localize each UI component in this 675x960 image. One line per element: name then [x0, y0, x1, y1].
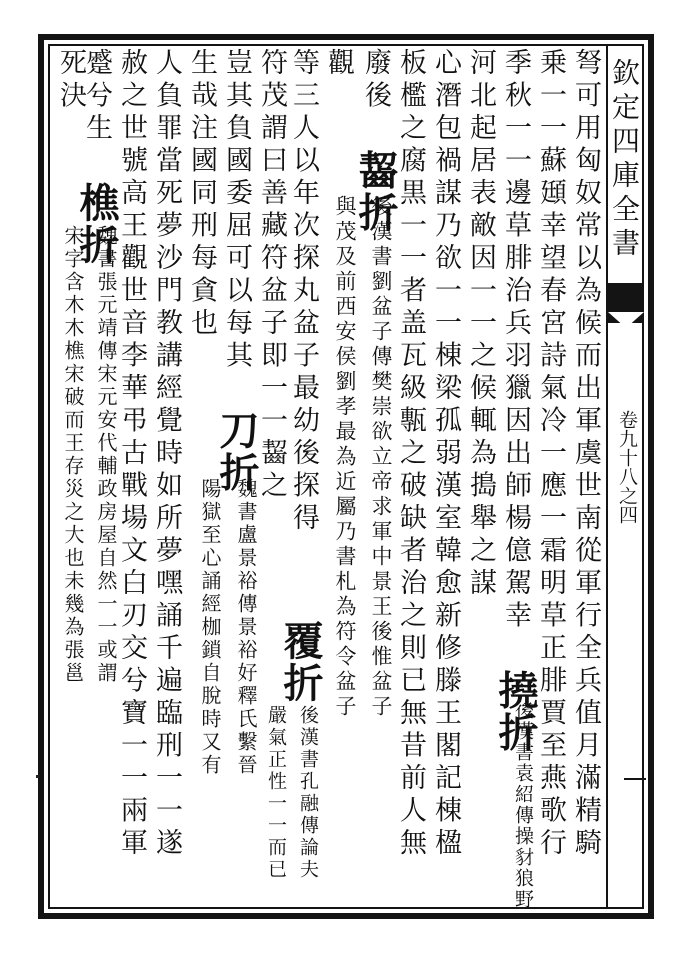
text-column-4: 河北起居表敵因一一之候輒為搗舉之謀 [465, 48, 496, 601]
column-15-text: 蹙兮生 [81, 48, 112, 146]
text-column-9: 等三人以年次探丸盆子最幼後探得 [288, 48, 319, 536]
column-7-text: 廢後 [360, 48, 391, 113]
column-11-text: 豈其負國委屈可以每其 [221, 48, 252, 373]
entry-note-dao-2: 陽獄至心誦經枷鎖自脫時又有 [198, 478, 222, 777]
entry-note-fu: 後漢書孔融傳論夫 [297, 705, 319, 881]
entry-heading-qiao: 樵折 [73, 182, 120, 266]
entry-heading-nie: 齧折 [352, 149, 399, 234]
text-column-6: 板檻之腐黒一一者盖瓦級甎之破缺者治之則已無昔前人無 [395, 48, 426, 861]
volume-number: 卷九十八之四 [616, 410, 638, 524]
text-column-5: 心潛包禍謀乃欲一一棟梁孤弱漢室韓愈新修滕王閣記棟楹 [430, 48, 461, 861]
entry-note-nie-2: 與茂及前西安侯劉孝最為近屬乃書札為符令盆子 [333, 195, 357, 720]
text-column-8: 觀 [323, 48, 354, 81]
text-column-10: 符茂謂曰善藏符盆子即一一齧之 [256, 48, 287, 503]
entry-note-nie: 後漢書劉盆子傳樊崇欲立帝求軍中景王後惟盆子 [369, 195, 393, 720]
text-column-13: 人負罪當死夢沙門教講經覺時如所夢嘿誦千遍臨刑一一遂 [151, 48, 182, 861]
collection-title: 欽定四庫全書 [608, 58, 641, 262]
column-3-text: 季秋一一邊草腓治兵羽獵因出師楊億駕幸 [500, 48, 531, 633]
entry-note-qiao: 魏書張元靖傳宋元安代輔政房屋自然一一或謂 [94, 225, 118, 685]
text-column-2: 乗一一蘇頲幸望春宮詩氣冷一應一霜明草正腓賈至燕歌行 [535, 48, 566, 861]
text-column-12: 生哉注國同刑每貪也 [186, 48, 217, 341]
ink-speck [36, 775, 39, 778]
margin-rule [624, 778, 646, 780]
entry-note-qiao-2: 宋字含木木樵宋破而王存災之大也未幾為張邕 [61, 225, 85, 685]
entry-heading-nao: 撓折 [492, 669, 539, 754]
entry-note-nao: 後漢書袁紹傳操豺狼野 [512, 700, 534, 910]
entry-heading-fu: 覆折 [277, 620, 324, 704]
text-column-11 [213, 48, 260, 494]
text-column-1: 弩可用匈奴常以為候而出軍虞世南從軍行全兵值月滿精騎 [570, 48, 601, 861]
entry-note-fu-2: 嚴氣正性一一而已 [265, 705, 287, 881]
entry-heading-dao: 刀折 [213, 409, 260, 494]
text-column-16: 死決 [55, 48, 86, 113]
entry-note-dao: 魏書盧景裕傳景裕好釋氏繫晉 [234, 478, 258, 777]
text-column-14: 赦之世號高王觀世音李華弔古戰場文白刃交兮寶一一兩軍 [116, 48, 147, 861]
text-column-3 [492, 48, 539, 754]
